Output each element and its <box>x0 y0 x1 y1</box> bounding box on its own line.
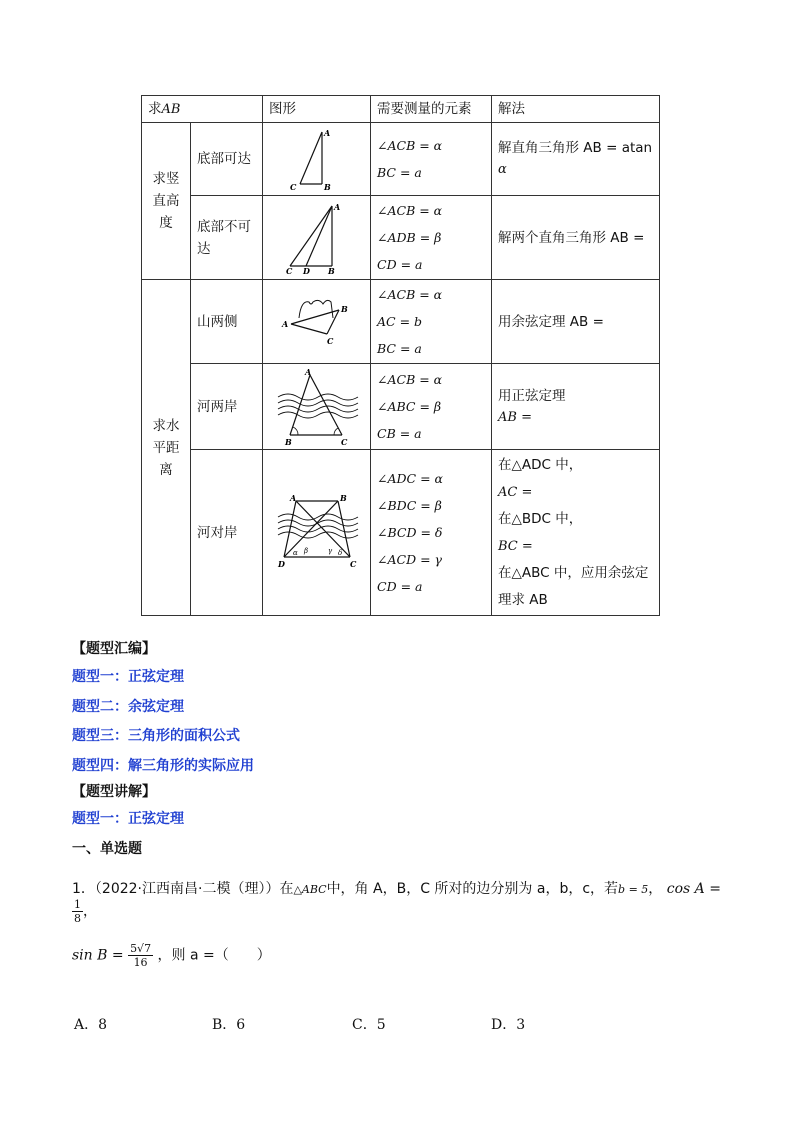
two-right-triangles-figure <box>282 200 352 276</box>
measure-cell: ∠ACB = α ∠ABC = β CB = a <box>371 364 492 450</box>
case-label: 底部不可 达 <box>191 196 263 280</box>
mountain-shape <box>299 300 333 318</box>
fig-label: C <box>326 335 333 346</box>
option-c[interactable]: C．5 <box>352 1017 386 1033</box>
river-wave <box>278 412 358 418</box>
figure-cell <box>263 280 371 364</box>
angle-arc <box>334 428 338 435</box>
fig-label: B <box>284 436 292 447</box>
subsection-heading: 一、单选题 <box>72 841 142 857</box>
river-wave <box>278 406 358 412</box>
fig-label: B <box>327 265 335 276</box>
option-a[interactable]: A．8 <box>74 1017 108 1033</box>
figure-cell <box>263 196 371 280</box>
figure-cell <box>263 364 371 450</box>
river-wave <box>278 514 358 520</box>
measurement-table <box>141 95 660 616</box>
group-label-vertical-height: 求竖 直高 度 <box>142 123 191 280</box>
fig-label: A <box>304 366 311 377</box>
figure-cell <box>263 450 371 616</box>
fig-label: B <box>339 492 347 503</box>
case-label: 河两岸 <box>191 364 263 450</box>
header-find-ab: 求AB <box>142 96 263 123</box>
current-type-heading: 题型一：正弦定理 <box>72 811 184 827</box>
question-line-2: sin B = $\frac{5√7}{16}$ ，则 a =（ ） <box>72 942 271 969</box>
solution-cell: 用余弦定理 AB = <box>492 280 660 364</box>
fig-label: A <box>323 128 330 138</box>
mountain-figure <box>277 292 357 352</box>
measure-cell: ∠ADC = α ∠BDC = β ∠BCD = δ ∠ACD = γ CD = a <box>371 450 492 616</box>
angle-arc <box>293 427 298 435</box>
fig-label: D <box>302 265 310 276</box>
type-item: 题型三：三角形的面积公式 <box>72 728 240 744</box>
fig-label: A <box>333 201 340 212</box>
solution-cell: 解两个直角三角形 AB = <box>492 196 660 280</box>
fig-label: B <box>323 182 331 192</box>
fig-line <box>300 132 322 184</box>
solution-cell: 解直角三角形 AB = atan α <box>492 123 660 196</box>
fig-line <box>291 310 339 324</box>
right-triangle-figure <box>282 126 352 192</box>
river-wave <box>278 394 358 400</box>
river-wave <box>278 400 358 406</box>
figure-cell <box>263 123 371 196</box>
fig-label: δ <box>337 548 342 557</box>
fig-label: A <box>289 492 296 503</box>
fig-label: A <box>281 318 288 329</box>
fig-label: C <box>340 436 347 447</box>
header-measure: 需要测量的元素 <box>371 96 492 123</box>
cos-fraction: $\frac{1}{8}$ <box>74 898 81 925</box>
case-label: 河对岸 <box>191 450 263 616</box>
header-figure: 图形 <box>263 96 371 123</box>
table-row <box>142 196 660 280</box>
question-line-1: 1．（2022·江西南昌·二模（理））在△ABC中，角 A，B，C 所对的边分别为 a，b，c，若b = 5， cos A = $\frac{1}{8}$ ， <box>72 881 721 925</box>
fig-label: B <box>340 303 348 314</box>
group-label-horizontal-distance: 求水 平距 离 <box>142 280 191 616</box>
fig-label: α <box>292 548 298 557</box>
fig-label: C <box>285 265 292 276</box>
fig-label: D <box>277 558 285 569</box>
fig-label: γ <box>327 546 332 555</box>
solution-cell: 在△ADC 中， AC = 在△BDC 中， BC = 在△ABC 中，应用余弦定 理求 AB <box>492 450 660 616</box>
sin-fraction: $\frac{5√7}{16}$ <box>130 942 152 969</box>
fig-label: β <box>303 546 308 555</box>
table-row <box>142 450 660 616</box>
case-label: 山两侧 <box>191 280 263 364</box>
type-item: 题型二：余弦定理 <box>72 699 184 715</box>
river-opposite-bank-figure <box>272 493 362 573</box>
measure-cell: ∠ACB = α AC = b BC = a <box>371 280 492 364</box>
summary-title: 【题型汇编】 <box>72 641 156 657</box>
type-item: 题型一：正弦定理 <box>72 669 184 685</box>
table-row <box>142 123 660 196</box>
river-two-banks-figure <box>274 367 360 447</box>
fig-line <box>290 206 332 266</box>
table-row <box>142 280 660 364</box>
table-row <box>142 364 660 450</box>
case-label: 底部可达 <box>191 123 263 196</box>
fig-label: C <box>289 182 296 192</box>
table-header-row <box>142 96 660 123</box>
header-solution: 解法 <box>492 96 660 123</box>
fig-line <box>290 375 310 435</box>
explain-title: 【题型讲解】 <box>72 784 156 800</box>
option-d[interactable]: D．3 <box>491 1017 526 1033</box>
option-b[interactable]: B．6 <box>212 1017 246 1033</box>
measure-cell: ∠ACB = α ∠ADB = β CD = a <box>371 196 492 280</box>
solution-cell: 用正弦定理 AB = <box>492 364 660 450</box>
fig-line <box>306 206 332 266</box>
type-item: 题型四：解三角形的实际应用 <box>72 758 254 774</box>
measure-cell: ∠ACB = α BC = a <box>371 123 492 196</box>
fig-line <box>327 310 339 334</box>
fig-label: C <box>349 558 356 569</box>
fig-line <box>291 324 327 334</box>
